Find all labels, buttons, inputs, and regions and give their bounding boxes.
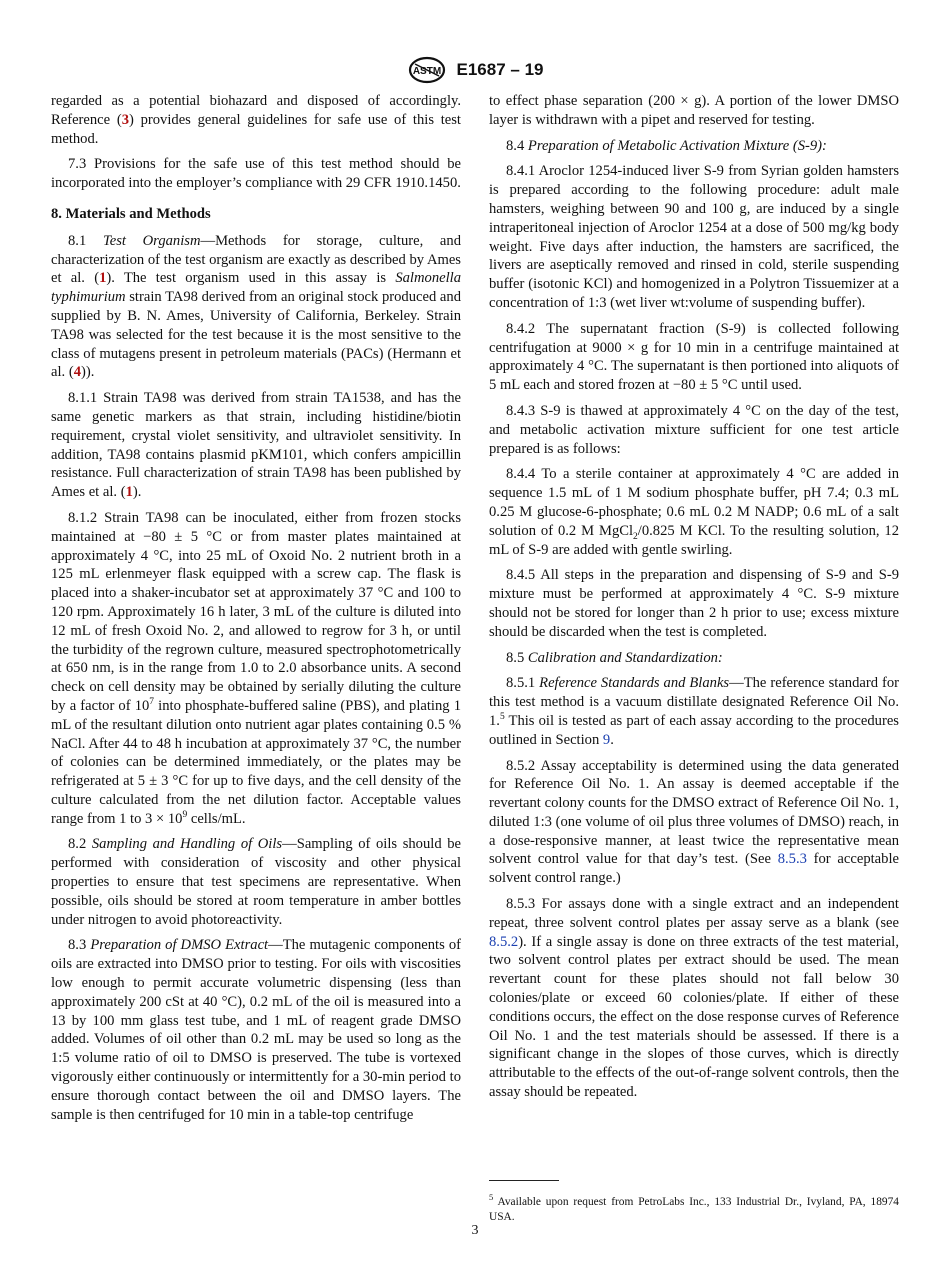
footnote: $^5$ Available upon request from PetroLabs Inc., 133 Industrial Dr., Ivyland, PA, 18974 USA. [489,1192,899,1223]
astm-logo-icon [407,56,447,84]
reference-link[interactable]: 1 [99,270,107,287]
section-link[interactable]: 8.5.2 [489,933,519,950]
reference-link[interactable]: 1 [125,484,133,501]
paragraph-7-3: 7.3 Provisions for the safe use of this test method should be incorporated into the employer’s compliance with 29 CFR 1910.1450. [51,156,461,192]
paragraph-8-1: 8.1 Test Organism—Methods for storage, culture, and characterization of the test organism are exactly as described by Ames et al. (1). The test organism used in this assay is Salmonella typhimurium strain TA98 derived from an original stock produced and supplied by B. N. Ames, University of California, Berkeley. Strain TA98 was selected for the test because it is the most sensitive to the class of mutagens present in petroleum materials (PACs) (Hermann et al. (4)). [51,232,461,381]
right-column [489,92,899,1109]
paragraph-8-5-3: 8.5.3 For assays done with a single extract and an independent repeat, three solvent control plates per assay serve as a blank (see 8.5.2). If a single assay is done on three extracts of the test material, two solvent control plates per extract should be used. The mean revertant count for these plates should not fall below 30 colonies/plate or exceed 60 colonies/plate. If either of these conditions occurs, the effect on the dose response curves of Reference Oil No. 1 and the test materials should be assessed. If there is a significant change in the slopes of those curves, which is directly attributable to the effects of the out-of-range solvent controls, then the assay should be repeated. [489,896,899,1101]
paragraph-8-4: 8.4 Preparation of Metabolic Activation Mixture (S-9): [506,137,827,154]
left-column [51,92,461,1131]
paragraph-8-4-5: 8.4.5 All steps in the preparation and dispensing of S-9 and S-9 mixture must be performed at approximately 4 °C. S-9 mixture should not be stored for longer than 2 h prior to use; excess mixture should be discarded when the test is completed. [489,567,899,640]
paragraph-8-4-3: 8.4.3 S-9 is thawed at approximately 4 °C on the day of the test, and metabolic activation mixture sufficient for one test article prepared is as follows: [489,402,899,457]
paragraph-8-4-1: 8.4.1 Aroclor 1254-induced liver S-9 from Syrian golden hamsters is prepared according to the following procedure: adult male hamsters, weighing between 90 and 100 g, are induced by a single intraperitoneal injection of Aroclor 1254 at a dose of 500 mg/kg body weight. Five days after induction, the hamsters are sacrificed, the livers are aseptically removed and rinsed in cold, sterile suspending buffer (isotonic KCl) and homogenized in a Polytron Tissuemizer at a concentration of 1:3 (wet liver wt:volume of suspending buffer). [489,163,899,311]
page-number: 3 [471,1223,479,1238]
footnote-number: 5 [489,1192,494,1202]
paragraph-8-2: 8.2 Sampling and Handling of Oils—Sampling of oils should be performed with consideration of viscosity and other physical properties to ensure that test specimens are representative. When possible, oils should be stored at room temperature in amber bottles under nitrogen to avoid photoreactivity. [51,836,461,928]
section-link[interactable]: 8.5.3 [777,851,807,868]
section-link[interactable]: 9 [602,731,611,748]
paragraph-8-5-1: 8.5.1 Reference Standards and Blanks—The reference standard for this test method is a vacuum distillate designated Reference Oil No. 1.$^5$ This oil is tested as part of each assay according to the procedures outlined in Section 9. [489,675,900,748]
paragraph-8-3: 8.3 Preparation of DMSO Extract—The mutagenic components of oils are extracted into DMSO prior to testing. For oils with viscosities low enough to permit accurate volumetric dispensing (less than approximately 200 cSt at 40 °C), 0.2 mL of the oil is measured into a 13 by 100 mm glass test tube, and 1 mL of reagent grade DMSO added. Volumes of oil other than 0.2 mL may be used so long as the 1:5 volume ratio of oil to DMSO is preserved. The tube is vortexed vigorously either continuously or intermittently for a 30-min period to ensure thorough contact between the oil and DMSO layers. The sample is then centrifuged for 10 min in a table-top centrifuge [51,937,462,1123]
footnote-divider [489,1180,559,1181]
paragraph-8-1-1: 8.1.1 Strain TA98 was derived from strain TA1538, and has the same genetic markers as that strain, including histidine/biotin requirement, crystal violet sensitivity, and ultraviolet sensitivity. In addition, TA98 contains plasmid pKM101, which confers ampicillin resistance. Full characterization of strain TA98 has been published by Ames et al. (1). [51,390,461,501]
paragraph-8-4-2: 8.4.2 The supernatant fraction (S-9) is collected following centrifugation at 9000 × g for 10 min in a centrifuge maintained at approximately 4 °C. The supernatant is then portioned into aliquots of 5 mL each and stored frozen at −80 ± 5 °C until used. [489,320,899,394]
paragraph-7-2-continued: regarded as a potential biohazard and disposed of accordingly. Reference (3) provides general guidelines for safe use of this test method. [51,93,461,147]
paragraph-8-4-4: 8.4.4 To a sterile container at approximately 4 °C are added in sequence 1.5 mL of 1 M sodium phosphate buffer, pH 7.4; 0.3 mL 0.25 M glucose-6-phosphate; 0.6 mL 0.2 M NADP; 0.6 mL of a salt solution of 0.2 M MgCl$_2$/0.825 M KCl. To the resulting solution, 12 mL of S-9 are added with gentle swirling. [489,466,899,558]
page-header [0,56,950,84]
reference-link[interactable]: 3 [121,111,130,128]
paragraph-8-1-2: 8.1.2 Strain TA98 can be inoculated, either from frozen stocks maintained at −80 ± 5 °C or from master plates maintained at approximately 4 °C, into 25 mL of Oxoid No. 2 nutrient broth in a 125 mL erlenmeyer flask equipped with a screw cap. The flask is placed into a shaker-incubator set at approximately 37 °C and 100 to 120 rpm. Approximately 16 h later, 3 mL of the culture is diluted into 12 mL of fresh Oxoid No. 2, and allowed to regrow for 3 h, or until the turbidity of the regrown culture, measured spectrophotometrically at 650 nm, is in the range from 1.0 to 2.0 absorbance units. A second check on cell density may be obtained by serially diluting the culture by a factor of $10^7$ into phosphate-buffered saline (PBS), and plating 1 mL of the resultant dilution onto nutrient agar plates containing 0.5 % NaCl. After 44 to 48 h incubation at approximately 37 °C, the number of colonies can be determined immediately, or the plates may be refrigerated at 5 ± 3 °C for up to five days, and the cell density of the culture calculated from the net dilution factor. Acceptable values range from 1 to $3 \times 10^9$ cells/mL. [51,509,461,827]
paragraph-8-5: 8.5 Calibration and Standardization: [506,649,723,666]
astm-logo-text: ASTM [412,66,441,77]
paragraph-8-5-2: 8.5.2 Assay acceptability is determined using the data generated for Reference Oil No. 1. An assay is deemed acceptable if the revertant colony counts for the DMSO extract of Reference Oil No. 1, diluted 1:3 (one volume of oil plus three volumes of DMSO) reach, in a dose-responsive manner, at least twice the representative mean solvent control value for that day’s test. (See 8.5.3 for acceptable solvent control range.) [489,757,899,887]
document-id: E1687 – 19 [456,60,544,79]
paragraph-8-3-continued: to effect phase separation (200 × g). A portion of the lower DMSO layer is withdrawn with a pipet and reserved for testing. [489,93,899,128]
footnote-marker: 5 [499,712,505,723]
reference-link[interactable]: 4 [73,364,81,381]
section-heading-8: 8. Materials and Methods [51,205,211,222]
